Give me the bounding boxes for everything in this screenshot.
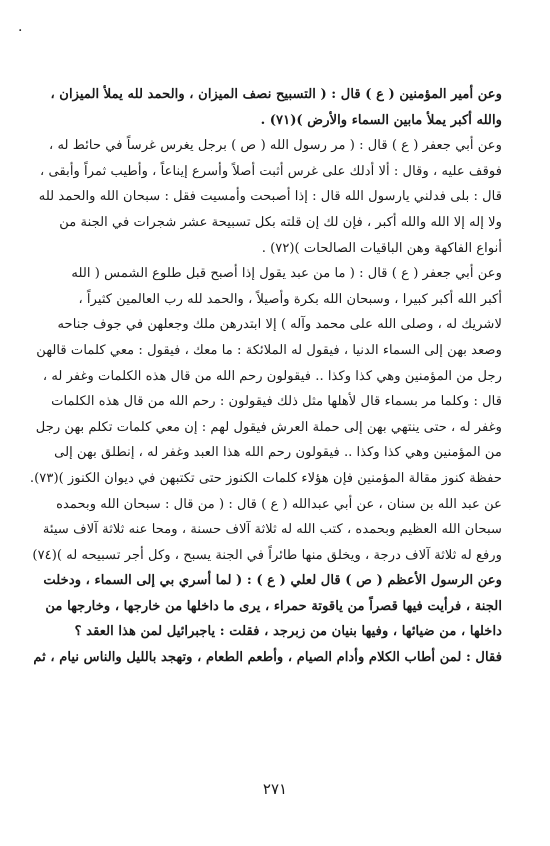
- paragraph-1: [44, 82, 520, 133]
- text-line: وعن أبي جعفر ( ع ) قال : ( مر رسول الله ( ص ) برجل يغرس غرساً في حائط له ،: [49, 138, 502, 154]
- text-line: سبحان الله العظيم وبحمده ، كتب الله له ثلاثة آلاف حسنة ، ومحا عنه ثلاثة آلاف سيئة: [42, 522, 502, 538]
- text-line: عن عبد الله بن سنان ، عن أبي عبدالله ( ع ) قال : ( من قال : سبحان الله وبحمده: [56, 496, 502, 512]
- text-line: من المؤمنين وهي كذا وكذا .. فيقولون رحم الله هذا العبد وغفر له ، إنطلق بهن إلى: [54, 445, 502, 461]
- text-line: قال : وكلما مر بسماء قال لأهلها مثل ذلك فيقولون : رحم الله من قال هذه الكلمات: [51, 394, 502, 410]
- text-line: أنواع الفاكهة وهن الباقيات الصالحات )(٧٢) .: [261, 240, 502, 256]
- page-body: [29, 82, 520, 671]
- text-line: وصعد بهن إلى السماء الدنيا ، فيقول له الملائكة : ما معك ، فيقول : معي كلمات قالهن: [36, 342, 502, 358]
- text-line: وغفر له ، حتى ينتهي بهن إلى حملة العرش فيقول لهم : إن معي كلمات تكلم بهن رجل: [35, 419, 502, 435]
- text-line: وعن الرسول الأعظم ( ص ) قال لعلي ( ع ) : ( لما أسري بي إلى السماء ، ودخلت: [43, 573, 502, 589]
- text-line: وعن أمير المؤمنين ( ع ) قال : ( التسبيح نصف الميزان ، والحمد لله يملأ الميزان ،: [50, 87, 502, 102]
- paragraph-3: [29, 261, 520, 491]
- text-line: داخلها ، من ضيائها ، وفيها بنيان من زبرجد ، فقلت : ياجبرائيل لمن هذا العقد ؟: [74, 624, 502, 640]
- text-line: رجل من المؤمنين وهي كذا وكذا .. فيقولون رحم الله من قال هذه الكلمات وغفر له ،: [42, 368, 502, 384]
- paragraph-5: [33, 568, 520, 670]
- text-line: الجنة ، فرأيت فيها قصراً من ياقوتة حمراء ، يرى ما داخلها من خارجها ، وخارجها من: [45, 598, 502, 614]
- text-line: والله أكبر يملأ مابين السماء والأرض )(٧١) .: [260, 112, 502, 128]
- text-line: ولا إله إلا الله والله أكبر ، فإن لك إن قلته بكل تسبيحة عشر شجرات في الجنة من: [59, 214, 502, 230]
- text-line: قال : بلى فدلني يارسول الله قال : إذا أصبحت وأمسيت فقل : سبحان الله والحمد لله: [38, 189, 502, 205]
- text-line: ورفع له ثلاثة آلاف درجة ، ويخلق منها طائراً في الجنة يسبح ، وكل أجر تسبيحه له )(٧٤): [32, 547, 502, 563]
- text-line: لاشريك له ، وصلى الله على محمد وآله ) إلا ابتدرهن ملك وجعلهن في جوف جناحه: [57, 317, 502, 333]
- text-line: حفظة كنوز مقالة المؤمنين فإن هؤلاء كلمات الكنوز حتى تكتبهن في ديوان الكنوز )(٧٣).: [29, 470, 502, 486]
- text-line: فوقف عليه ، وقال : ألا أدلك على غرس أثبت أصلاً وأسرع إيناعاً ، وأطيب ثمراً وأبقى ،: [40, 163, 502, 179]
- corner-mark: ·: [18, 23, 23, 39]
- text-line: وعن أبي جعفر ( ع ) قال : ( ما من عبد يقول إذا أصبح قبل طلوع الشمس ( الله: [71, 266, 502, 282]
- text-line: فقال : لمن أطاب الكلام وأدام الصيام ، وأطعم الطعام ، وتهجد بالليل والناس نيام ، ثم: [33, 650, 502, 666]
- paragraph-2: [38, 133, 520, 261]
- page-number: ٢٧١: [262, 780, 288, 798]
- text-line: أكبر الله أكبر كبيرا ، وسبحان الله بكرة وأصيلاً ، والحمد لله رب العالمين كثيراً ،: [78, 291, 502, 307]
- paragraph-4: [32, 492, 520, 569]
